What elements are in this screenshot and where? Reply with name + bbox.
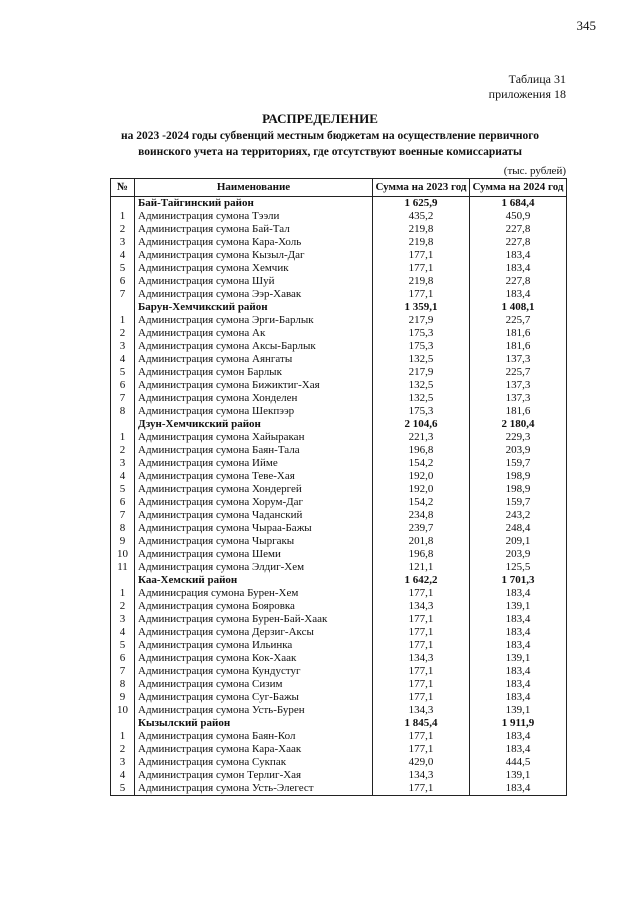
row-name: Администрация сумона Чаданский (135, 509, 373, 522)
row-sum-2023: 134,3 (373, 600, 470, 613)
distribution-table (110, 178, 567, 796)
row-name: Администрация сумона Баян-Тала (135, 444, 373, 457)
row-sum-2024: 181,6 (470, 340, 567, 353)
row-name: Администрация сумона Хонделен (135, 392, 373, 405)
table-row (111, 262, 567, 275)
row-sum-2023: 134,3 (373, 652, 470, 665)
row-number: 4 (111, 769, 135, 782)
row-number: 1 (111, 314, 135, 327)
table-ref-line1: Таблица 31 (508, 72, 566, 86)
table-row (111, 470, 567, 483)
row-name: Администрация сумона Шеми (135, 548, 373, 561)
row-sum-2024: 203,9 (470, 548, 567, 561)
district-row (111, 574, 567, 587)
row-sum-2024: 183,4 (470, 691, 567, 704)
district-row (111, 418, 567, 431)
row-sum-2023: 154,2 (373, 496, 470, 509)
row-name: Администрация сумона Бижиктиг-Хая (135, 379, 373, 392)
row-name: Администрация сумона Шекпээр (135, 405, 373, 418)
row-number: 6 (111, 496, 135, 509)
row-sum-2024: 209,1 (470, 535, 567, 548)
row-name: Администрация сумона Хайыракан (135, 431, 373, 444)
row-number: 4 (111, 353, 135, 366)
document-subtitle (80, 128, 580, 160)
row-sum-2023: 177,1 (373, 262, 470, 275)
table-row (111, 431, 567, 444)
row-name: Администрация сумона Суг-Бажы (135, 691, 373, 704)
table-row (111, 288, 567, 301)
row-name: Администрация сумона Кара-Хаак (135, 743, 373, 756)
row-number: 1 (111, 587, 135, 600)
table-row (111, 496, 567, 509)
row-sum-2024: 181,6 (470, 327, 567, 340)
row-number: 1 (111, 210, 135, 223)
row-name: Администрация сумона Усть-Бурен (135, 704, 373, 717)
row-sum-2024: 183,4 (470, 288, 567, 301)
row-number: 5 (111, 483, 135, 496)
row-name: Админисрация сумона Бурен-Хем (135, 587, 373, 600)
table-row (111, 340, 567, 353)
row-name: Администрация сумона Бай-Тал (135, 223, 373, 236)
row-sum-2024: 139,1 (470, 652, 567, 665)
subtitle-line2: воинского учета на территориях, где отсутствуют военные комиссариаты (138, 146, 522, 158)
row-sum-2023: 1 642,2 (373, 574, 470, 587)
table-row (111, 444, 567, 457)
row-number: 5 (111, 262, 135, 275)
row-sum-2023: 1 845,4 (373, 717, 470, 730)
table-row (111, 457, 567, 470)
row-sum-2023: 196,8 (373, 548, 470, 561)
row-sum-2024: 227,8 (470, 223, 567, 236)
row-name: Администрация сумона Хорум-Даг (135, 496, 373, 509)
row-sum-2023: 175,3 (373, 405, 470, 418)
row-sum-2024: 444,5 (470, 756, 567, 769)
row-number: 7 (111, 665, 135, 678)
row-number: 6 (111, 275, 135, 288)
row-name: Администрация сумона Ээр-Хавак (135, 288, 373, 301)
table-header-row (111, 179, 567, 197)
row-name: Администрация сумон Барлык (135, 366, 373, 379)
row-sum-2024: 183,4 (470, 639, 567, 652)
row-sum-2024: 137,3 (470, 353, 567, 366)
row-name: Администрация сумона Ак (135, 327, 373, 340)
row-sum-2023: 177,1 (373, 678, 470, 691)
row-number (111, 418, 135, 431)
row-number: 3 (111, 756, 135, 769)
row-sum-2023: 177,1 (373, 613, 470, 626)
row-name: Администрация сумона Сукпак (135, 756, 373, 769)
table-row (111, 223, 567, 236)
row-sum-2023: 429,0 (373, 756, 470, 769)
table-body (111, 197, 567, 796)
row-sum-2023: 1 359,1 (373, 301, 470, 314)
row-number: 4 (111, 626, 135, 639)
row-sum-2023: 221,3 (373, 431, 470, 444)
table-row (111, 392, 567, 405)
row-sum-2024: 183,4 (470, 587, 567, 600)
table-row (111, 743, 567, 756)
table-row (111, 782, 567, 796)
row-sum-2023: 217,9 (373, 366, 470, 379)
row-sum-2024: 248,4 (470, 522, 567, 535)
column-header-sum-2024: Сумма на 2024 год (470, 179, 567, 197)
row-sum-2023: 175,3 (373, 327, 470, 340)
row-number: 5 (111, 782, 135, 796)
units-label: (тыс. рублей) (503, 165, 566, 177)
row-sum-2023: 435,2 (373, 210, 470, 223)
row-sum-2023: 177,1 (373, 587, 470, 600)
row-sum-2024: 227,8 (470, 275, 567, 288)
row-sum-2024: 139,1 (470, 600, 567, 613)
table-row (111, 405, 567, 418)
row-name: Каа-Хемский район (135, 574, 373, 587)
row-name: Администрация сумона Теве-Хая (135, 470, 373, 483)
table-row (111, 678, 567, 691)
row-number: 4 (111, 470, 135, 483)
table-row (111, 639, 567, 652)
row-sum-2024: 183,4 (470, 782, 567, 796)
row-number: 3 (111, 613, 135, 626)
table-row (111, 522, 567, 535)
row-number: 4 (111, 249, 135, 262)
row-sum-2024: 183,4 (470, 730, 567, 743)
row-name: Администрация сумона Аянгаты (135, 353, 373, 366)
row-name: Администрация сумона Сизим (135, 678, 373, 691)
row-number: 8 (111, 678, 135, 691)
row-sum-2024: 183,4 (470, 249, 567, 262)
table-row (111, 535, 567, 548)
table-row (111, 327, 567, 340)
row-number: 2 (111, 444, 135, 457)
row-sum-2023: 134,3 (373, 704, 470, 717)
document-title: РАСПРЕДЕЛЕНИЕ (262, 111, 378, 126)
row-sum-2023: 132,5 (373, 353, 470, 366)
row-number (111, 574, 135, 587)
row-sum-2023: 177,1 (373, 691, 470, 704)
row-name: Администрация сумона Баян-Кол (135, 730, 373, 743)
table-row (111, 249, 567, 262)
row-sum-2023: 132,5 (373, 379, 470, 392)
row-sum-2024: 1 911,9 (470, 717, 567, 730)
row-number (111, 301, 135, 314)
row-sum-2024: 198,9 (470, 470, 567, 483)
row-name: Бай-Тайгинский район (135, 197, 373, 211)
row-sum-2023: 219,8 (373, 236, 470, 249)
row-name: Дзун-Хемчикский район (135, 418, 373, 431)
table-row (111, 756, 567, 769)
table-row (111, 665, 567, 678)
row-sum-2024: 139,1 (470, 704, 567, 717)
table-row (111, 210, 567, 223)
row-sum-2024: 183,4 (470, 678, 567, 691)
table-row (111, 704, 567, 717)
row-name: Администрация сумона Кызыл-Даг (135, 249, 373, 262)
row-sum-2024: 227,8 (470, 236, 567, 249)
table-row (111, 314, 567, 327)
row-sum-2023: 177,1 (373, 782, 470, 796)
row-sum-2023: 217,9 (373, 314, 470, 327)
row-number: 8 (111, 522, 135, 535)
row-sum-2023: 177,1 (373, 626, 470, 639)
row-sum-2023: 177,1 (373, 288, 470, 301)
row-sum-2023: 132,5 (373, 392, 470, 405)
row-number: 3 (111, 340, 135, 353)
row-sum-2024: 203,9 (470, 444, 567, 457)
row-sum-2024: 159,7 (470, 457, 567, 470)
table-row (111, 691, 567, 704)
row-name: Администрация сумона Ийме (135, 457, 373, 470)
table-row (111, 587, 567, 600)
row-sum-2023: 219,8 (373, 223, 470, 236)
row-name: Администрация сумона Элдиг-Хем (135, 561, 373, 574)
row-number: 2 (111, 223, 135, 236)
district-row (111, 717, 567, 730)
table-row (111, 379, 567, 392)
row-sum-2024: 225,7 (470, 314, 567, 327)
row-number: 7 (111, 509, 135, 522)
row-sum-2024: 1 701,3 (470, 574, 567, 587)
row-name: Администрация сумона Чыргакы (135, 535, 373, 548)
row-sum-2023: 177,1 (373, 743, 470, 756)
table-reference (489, 72, 566, 102)
table-row (111, 613, 567, 626)
table-row (111, 275, 567, 288)
row-number: 11 (111, 561, 135, 574)
row-name: Администрация сумона Аксы-Барлык (135, 340, 373, 353)
row-name: Администрация сумон Терлиг-Хая (135, 769, 373, 782)
row-name: Администрация сумона Бояровка (135, 600, 373, 613)
row-name: Администрация сумона Чыраа-Бажы (135, 522, 373, 535)
district-row (111, 301, 567, 314)
row-number: 10 (111, 548, 135, 561)
row-sum-2023: 177,1 (373, 249, 470, 262)
table-row (111, 769, 567, 782)
row-sum-2023: 177,1 (373, 730, 470, 743)
row-sum-2023: 154,2 (373, 457, 470, 470)
row-number: 10 (111, 704, 135, 717)
row-number: 9 (111, 691, 135, 704)
table-row (111, 730, 567, 743)
row-number: 1 (111, 730, 135, 743)
table-row (111, 652, 567, 665)
row-name: Администрация сумона Кундустуг (135, 665, 373, 678)
row-sum-2024: 1 684,4 (470, 197, 567, 211)
table-ref-line2: приложения 18 (488, 87, 566, 101)
row-sum-2024: 1 408,1 (470, 301, 567, 314)
page-number: 345 (576, 18, 596, 33)
district-row (111, 197, 567, 211)
column-header-num: № (111, 179, 135, 197)
row-sum-2023: 134,3 (373, 769, 470, 782)
row-name: Администрация сумона Кара-Холь (135, 236, 373, 249)
row-number: 6 (111, 379, 135, 392)
row-sum-2024: 183,4 (470, 743, 567, 756)
row-number: 3 (111, 236, 135, 249)
row-number: 5 (111, 639, 135, 652)
row-sum-2024: 183,4 (470, 613, 567, 626)
row-sum-2023: 201,8 (373, 535, 470, 548)
row-sum-2023: 177,1 (373, 639, 470, 652)
row-sum-2023: 234,8 (373, 509, 470, 522)
row-sum-2023: 1 625,9 (373, 197, 470, 211)
row-sum-2023: 175,3 (373, 340, 470, 353)
row-name: Администрация сумона Кок-Хаак (135, 652, 373, 665)
row-sum-2024: 139,1 (470, 769, 567, 782)
row-sum-2023: 192,0 (373, 483, 470, 496)
row-sum-2024: 229,3 (470, 431, 567, 444)
row-sum-2024: 243,2 (470, 509, 567, 522)
row-sum-2024: 137,3 (470, 392, 567, 405)
row-sum-2023: 239,7 (373, 522, 470, 535)
table-row (111, 483, 567, 496)
row-sum-2024: 183,4 (470, 626, 567, 639)
row-number: 7 (111, 392, 135, 405)
table-row (111, 366, 567, 379)
row-name: Барун-Хемчикский район (135, 301, 373, 314)
row-number: 6 (111, 652, 135, 665)
row-name: Кызылский район (135, 717, 373, 730)
row-sum-2023: 196,8 (373, 444, 470, 457)
row-sum-2024: 137,3 (470, 379, 567, 392)
row-number (111, 717, 135, 730)
row-sum-2024: 2 180,4 (470, 418, 567, 431)
table-row (111, 548, 567, 561)
row-number: 1 (111, 431, 135, 444)
table-row (111, 626, 567, 639)
row-name: Администрация сумона Бурен-Бай-Хаак (135, 613, 373, 626)
row-number (111, 197, 135, 211)
row-sum-2023: 177,1 (373, 665, 470, 678)
row-number: 2 (111, 743, 135, 756)
row-sum-2024: 183,4 (470, 665, 567, 678)
row-name: Администрация сумона Усть-Элегест (135, 782, 373, 796)
row-name: Администрация сумона Эрги-Барлык (135, 314, 373, 327)
table-row (111, 509, 567, 522)
row-name: Администрация сумона Тээли (135, 210, 373, 223)
row-number: 2 (111, 327, 135, 340)
row-sum-2023: 2 104,6 (373, 418, 470, 431)
row-name: Администрация сумона Дерзиг-Аксы (135, 626, 373, 639)
column-header-name: Наименование (135, 179, 373, 197)
row-sum-2024: 159,7 (470, 496, 567, 509)
row-sum-2024: 183,4 (470, 262, 567, 275)
table-row (111, 236, 567, 249)
row-sum-2024: 450,9 (470, 210, 567, 223)
row-name: Администрация сумона Хондергей (135, 483, 373, 496)
row-sum-2024: 181,6 (470, 405, 567, 418)
row-sum-2023: 192,0 (373, 470, 470, 483)
row-number: 7 (111, 288, 135, 301)
row-sum-2023: 219,8 (373, 275, 470, 288)
row-name: Администрация сумона Шуй (135, 275, 373, 288)
row-number: 2 (111, 600, 135, 613)
subtitle-line1: на 2023 -2024 годы субвенций местным бюджетам на осуществление первичного (121, 130, 539, 142)
row-number: 9 (111, 535, 135, 548)
table-row (111, 561, 567, 574)
row-sum-2024: 125,5 (470, 561, 567, 574)
row-number: 3 (111, 457, 135, 470)
row-sum-2024: 225,7 (470, 366, 567, 379)
row-name: Администрация сумона Хемчик (135, 262, 373, 275)
table-row (111, 600, 567, 613)
column-header-sum-2023: Сумма на 2023 год (373, 179, 470, 197)
row-name: Администрация сумона Ильинка (135, 639, 373, 652)
table-row (111, 353, 567, 366)
row-sum-2023: 121,1 (373, 561, 470, 574)
row-sum-2024: 198,9 (470, 483, 567, 496)
row-number: 8 (111, 405, 135, 418)
row-number: 5 (111, 366, 135, 379)
